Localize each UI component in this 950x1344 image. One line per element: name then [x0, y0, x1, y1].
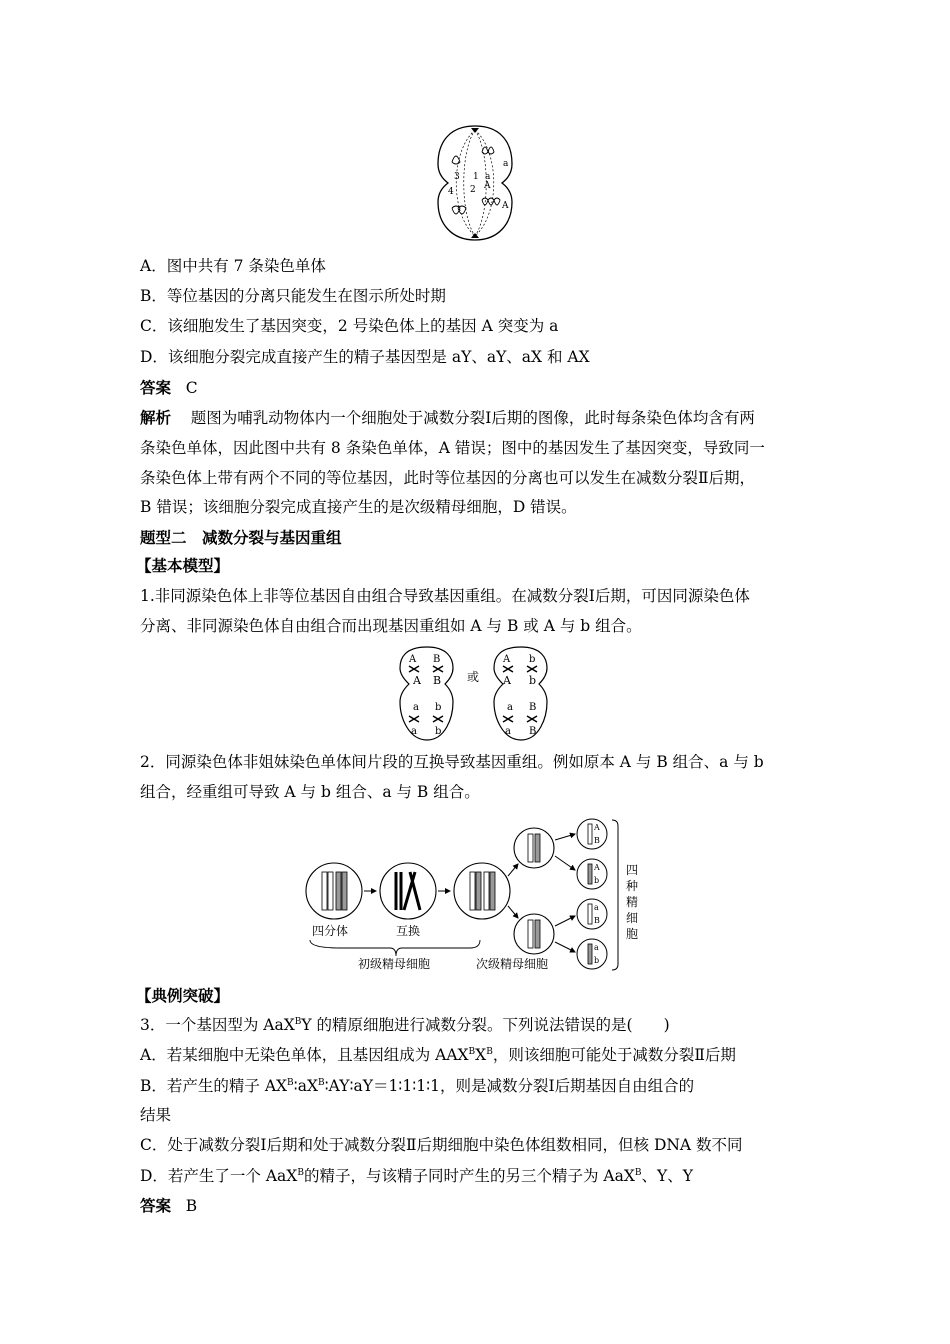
label-a1: a: [485, 172, 491, 182]
result-char-1: 四: [626, 863, 639, 877]
right-bottom-B1: B: [529, 702, 537, 713]
sperm1-gene1: A: [594, 823, 600, 832]
q3-answer-value: B: [185, 1197, 198, 1215]
q3-option-a: [140, 1045, 736, 1065]
sperm2-gene2: b: [594, 876, 600, 885]
left-top-B2: B: [433, 674, 442, 687]
right-top-b2: b: [529, 674, 537, 687]
sperm1-gene2: B: [594, 836, 600, 845]
right-cell: [494, 647, 547, 740]
label-4: 4: [448, 187, 454, 197]
q3-a-post: ，则该细胞可能处于减数分裂Ⅱ后期: [492, 1046, 736, 1064]
q3-a-pre: A．若某细胞中无染色单体，且基因组成为 AAX: [140, 1046, 469, 1064]
option-a: A．图中共有 7 条染色单体: [140, 257, 326, 275]
answer-label: 答案: [140, 378, 172, 397]
left-bottom-a2: a: [411, 726, 417, 737]
right-top-b1: b: [529, 654, 536, 665]
point1-line-2: 分离、非同源染色体自由组合而出现基因重组如 A 与 B 或 A 与 b 组合。: [140, 617, 642, 635]
label-1: 1: [473, 172, 479, 182]
right-bottom-a1: a: [507, 702, 513, 713]
right-bottom-B2: B: [529, 726, 537, 737]
analysis-label: 解析: [140, 408, 172, 427]
label-3: 3: [454, 172, 460, 182]
q3-b-post: ∶AY∶aY＝1∶1∶1∶1，则是减数分裂Ⅰ后期基因自由组合的: [324, 1077, 695, 1095]
left-top-B1: B: [433, 654, 441, 665]
connector-or: 或: [467, 670, 480, 684]
label-A2: A: [502, 201, 509, 211]
q3-answer-line: [140, 1196, 197, 1216]
result-char-5: 胞: [626, 927, 639, 941]
answer-value: C: [185, 379, 198, 397]
right-top-A2: A: [503, 674, 511, 687]
sperm3-gene2: B: [594, 916, 600, 925]
figure-free-combination: [395, 644, 585, 744]
figure-crossing-over: [300, 816, 650, 976]
q3-a-sup1: B: [468, 1047, 476, 1057]
cell-division-diagram: [430, 122, 520, 244]
result-char-4: 细: [626, 911, 639, 925]
sperm4-gene1: a: [594, 943, 599, 952]
left-top-A2: A: [413, 674, 421, 687]
q3-d-sup1: B: [297, 1168, 304, 1178]
label-primary: 初级精母细胞: [358, 957, 431, 971]
left-bottom-a1: a: [413, 702, 419, 713]
q3-stem-sup: B: [294, 1017, 302, 1027]
analysis-line-3: 条染色体上带有两个不同的等位基因，此时等位基因的分离也可以发生在减数分裂Ⅱ后期，: [140, 469, 756, 487]
q3-d-pre: D．若产生了一个 AaX: [140, 1167, 298, 1185]
result-char-2: 种: [626, 879, 639, 893]
label-secondary: 次级精母细胞: [476, 957, 549, 971]
q3-d-mid: 的精子，与该精子同时产生的另三个精子为 AaX: [303, 1167, 635, 1185]
sperm4-gene2: b: [594, 956, 600, 965]
left-bottom-b1: b: [435, 702, 442, 713]
label-A1: A: [484, 181, 491, 191]
q3-stem: [140, 1015, 670, 1035]
q3-option-d: [140, 1166, 693, 1186]
right-top-A1: A: [503, 654, 511, 665]
q3-stem-post: Y 的精原细胞进行减数分裂。下列说法错误的是( ): [301, 1016, 670, 1034]
q3-a-mid: X: [475, 1046, 487, 1064]
stage-tetrad: 四分体: [312, 924, 349, 938]
sperm-cells: [577, 819, 607, 969]
figure-cell-division: [430, 122, 520, 244]
option-c: C．该细胞发生了基因突变，2 号染色体上的基因 A 突变为 a: [140, 317, 559, 335]
analysis-line-4: B 错误；该细胞分裂完成直接产生的是次级精母细胞，D 错误。: [140, 498, 577, 516]
q3-answer-label: 答案: [140, 1196, 172, 1215]
stage-crossover: 互换: [396, 924, 421, 938]
q3-stem-pre: 3．一个基因型为 AaX: [140, 1016, 295, 1034]
q3-d-sup2: B: [634, 1168, 642, 1178]
analysis-line-1: [140, 408, 755, 428]
option-d: D．该细胞分裂完成直接产生的精子基因型是 aY、aY、aX 和 AX: [140, 348, 590, 366]
analysis-text-1: 题图为哺乳动物体内一个细胞处于减数分裂Ⅰ后期的图像，此时每条染色体均含有两: [190, 409, 755, 427]
point2-line-2: 组合，经重组可导致 A 与 b 组合、a 与 B 组合。: [140, 783, 480, 801]
label-2: 2: [470, 185, 476, 195]
point2-line-1: 2．同源染色体非姐妹染色单体间片段的互换导致基因重组。例如原本 A 与 B 组合、a 与 b: [140, 753, 764, 771]
q3-option-b: [140, 1076, 694, 1096]
analysis-line-2: 条染色单体，因此图中共有 8 条染色单体，A 错误；图中的基因发生了基因突变，导致同一: [140, 439, 765, 457]
q3-b-sup2: B: [317, 1078, 325, 1088]
q3-a-sup2: B: [486, 1047, 493, 1057]
left-bottom-b2: b: [435, 726, 442, 737]
right-bottom-a2: a: [505, 726, 511, 737]
q3-b-pre: B．若产生的精子 AX: [140, 1077, 288, 1095]
answer-line: [140, 378, 198, 398]
q3-option-c: C．处于减数分裂Ⅰ后期和处于减数分裂Ⅱ后期细胞中染色体组数相同，但核 DNA 数不同: [140, 1136, 743, 1154]
sperm2-gene1: A: [594, 863, 600, 872]
section-title: 题型二 减数分裂与基因重组: [140, 528, 342, 547]
label-a2: a: [503, 159, 509, 169]
q3-b-sup1: B: [287, 1078, 294, 1088]
left-cell: [400, 647, 453, 740]
q3-option-b-cont: 结果: [140, 1106, 172, 1124]
option-b: B．等位基因的分离只能发生在图示所处时期: [140, 287, 446, 305]
q3-d-post: 、Y、Y: [641, 1167, 693, 1185]
left-top-A1: A: [409, 654, 417, 665]
model-heading: 【基本模型】: [136, 556, 230, 575]
sperm3-gene1: a: [594, 903, 599, 912]
example-heading: 【典例突破】: [136, 986, 230, 1005]
free-combination-diagram: [395, 644, 585, 744]
point1-line-1: 1.非同源染色体上非等位基因自由组合导致基因重组。在减数分裂Ⅰ后期，可因同源染色体: [140, 587, 750, 605]
crossing-over-diagram: [300, 816, 650, 976]
result-char-3: 精: [626, 895, 639, 909]
q3-b-mid: ∶aX: [293, 1077, 318, 1095]
